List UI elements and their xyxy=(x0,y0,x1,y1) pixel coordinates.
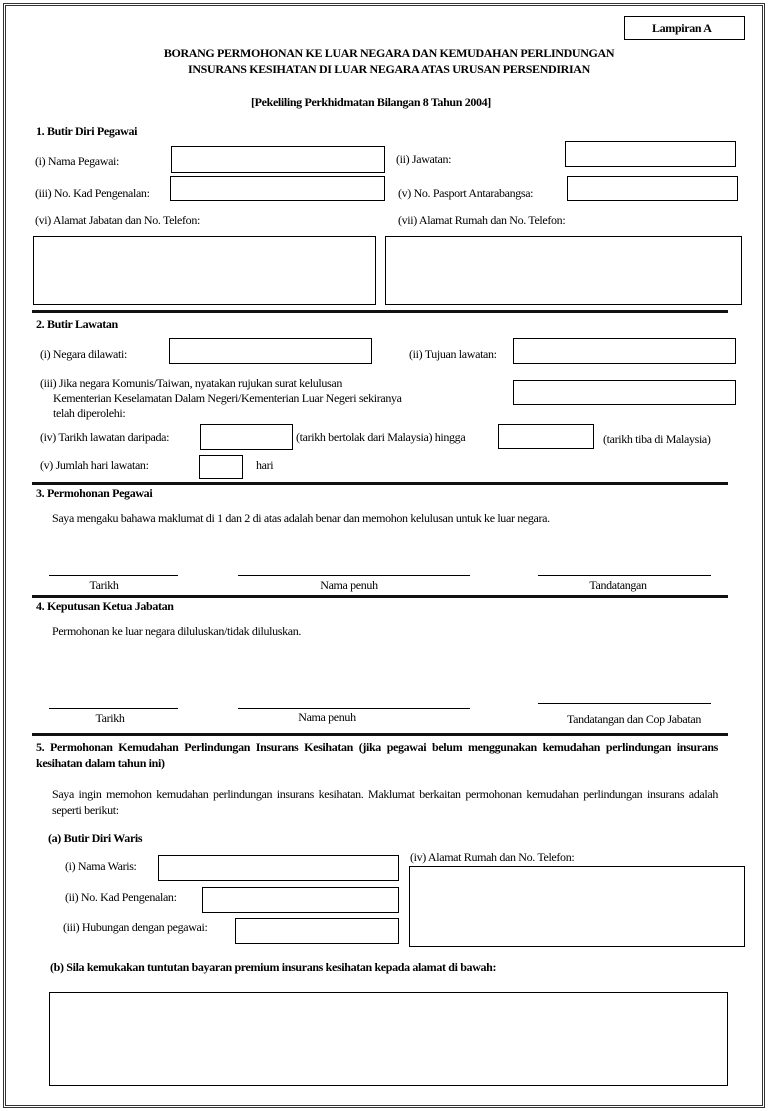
heir-name-label: (i) Nama Waris: xyxy=(65,859,137,873)
approval-label-line1: (iii) Jika negara Komunis/Taiwan, nyatakan rujukan surat kelulusan xyxy=(40,376,342,390)
section5-heading: 5. Permohonan Kemudahan Perlindungan Insurans Kesihatan (jika pegawai belum menggunakan kemudahan perlindungan insurans kesihatan dalam tahun ini) xyxy=(36,740,718,770)
approval-label-line3: telah diperolehi: xyxy=(53,406,126,420)
heir-ic-label: (ii) No. Kad Pengenalan: xyxy=(65,890,177,904)
home-address-field[interactable] xyxy=(385,236,742,305)
section3-statement: Saya mengaku bahawa maklumat di 1 dan 2 di atas adalah benar dan memohon kelulusan untuk ke luar negara. xyxy=(52,511,550,525)
heir-ic-field[interactable] xyxy=(202,887,399,913)
position-label: (ii) Jawatan: xyxy=(396,152,452,166)
employee-name-label: (i) Nama Pegawai: xyxy=(35,154,120,168)
signature-caption: Tandatangan dan Cop Jabatan xyxy=(567,712,701,726)
days-label: (v) Jumlah hari lawatan: xyxy=(40,458,149,472)
date-signature-line xyxy=(49,575,178,576)
signature-line xyxy=(538,575,711,576)
date-from-label: (iv) Tarikh lawatan daripada: xyxy=(40,430,170,444)
position-field[interactable] xyxy=(565,141,736,167)
heir-relation-field[interactable] xyxy=(235,918,399,944)
section1-heading: 1. Butir Diri Pegawai xyxy=(36,124,138,138)
section-divider xyxy=(32,482,728,485)
appendix-label: Lampiran A xyxy=(652,21,712,35)
section5-statement: Saya ingin memohon kemudahan perlindungan insurans kesihatan. Maklumat berkaitan permohonan kemudahan perlindungan insurans adalah seperti berikut: xyxy=(52,787,718,817)
country-field[interactable] xyxy=(169,338,372,364)
date-from-field[interactable] xyxy=(200,424,293,450)
signature-caption: Tandatangan xyxy=(589,578,647,592)
ic-number-label: (iii) No. Kad Pengenalan: xyxy=(35,186,150,200)
section-divider xyxy=(32,733,728,736)
purpose-label: (ii) Tujuan lawatan: xyxy=(409,347,497,361)
date-to-label: (tarikh tiba di Malaysia) xyxy=(603,432,711,446)
circular-reference: [Pekeliling Perkhidmatan Bilangan 8 Tahun 2004] xyxy=(251,95,491,109)
signature-line xyxy=(538,703,711,704)
approval-reference-field[interactable] xyxy=(513,380,736,405)
heir-name-field[interactable] xyxy=(158,855,399,881)
passport-number-label: (v) No. Pasport Antarabangsa: xyxy=(398,186,534,200)
premium-claim-heading: (b) Sila kemukakan tuntutan bayaran premium insurans kesihatan kepada alamat di bawah: xyxy=(50,960,497,974)
heir-address-field[interactable] xyxy=(409,866,745,947)
section3-heading: 3. Permohonan Pegawai xyxy=(36,486,153,500)
date-to-field[interactable] xyxy=(498,424,594,449)
heir-address-label: (iv) Alamat Rumah dan No. Telefon: xyxy=(410,850,575,864)
form-title-line1: BORANG PERMOHONAN KE LUAR NEGARA DAN KEMUDAHAN PERLINDUNGAN xyxy=(163,46,615,60)
date-caption: Tarikh xyxy=(89,578,119,592)
home-address-label: (vii) Alamat Rumah dan No. Telefon: xyxy=(398,213,566,227)
fullname-caption: Nama penuh xyxy=(320,578,378,592)
purpose-field[interactable] xyxy=(513,338,736,364)
section4-heading: 4. Keputusan Ketua Jabatan xyxy=(36,599,174,613)
premium-claim-address-field[interactable] xyxy=(49,992,728,1086)
heir-relation-label: (iii) Hubungan dengan pegawai: xyxy=(63,920,208,934)
days-unit: hari xyxy=(256,458,274,472)
fullname-caption: Nama penuh xyxy=(298,710,356,724)
heir-details-heading: (a) Butir Diri Waris xyxy=(48,831,143,845)
date-signature-line xyxy=(49,708,178,709)
days-field[interactable] xyxy=(199,455,243,479)
office-address-label: (vi) Alamat Jabatan dan No. Telefon: xyxy=(35,213,200,227)
form-title-line2: INSURANS KESIHATAN DI LUAR NEGARA ATAS URUSAN PERSENDIRIAN xyxy=(188,62,590,76)
ic-number-field[interactable] xyxy=(170,176,385,201)
fullname-signature-line xyxy=(238,708,470,709)
office-address-field[interactable] xyxy=(33,236,376,305)
section2-heading: 2. Butir Lawatan xyxy=(36,317,118,331)
date-mid-label: (tarikh bertolak dari Malaysia) hingga xyxy=(296,430,466,444)
section-divider xyxy=(32,310,728,313)
passport-number-field[interactable] xyxy=(567,176,738,201)
date-caption: Tarikh xyxy=(95,711,125,725)
employee-name-field[interactable] xyxy=(171,146,385,173)
section-divider xyxy=(32,595,728,598)
country-label: (i) Negara dilawati: xyxy=(40,347,127,361)
approval-label-line2: Kementerian Keselamatan Dalam Negeri/Kementerian Luar Negeri sekiranya xyxy=(53,391,402,405)
fullname-signature-line xyxy=(238,575,470,576)
section4-statement: Permohonan ke luar negara diluluskan/tidak diluluskan. xyxy=(52,624,302,638)
